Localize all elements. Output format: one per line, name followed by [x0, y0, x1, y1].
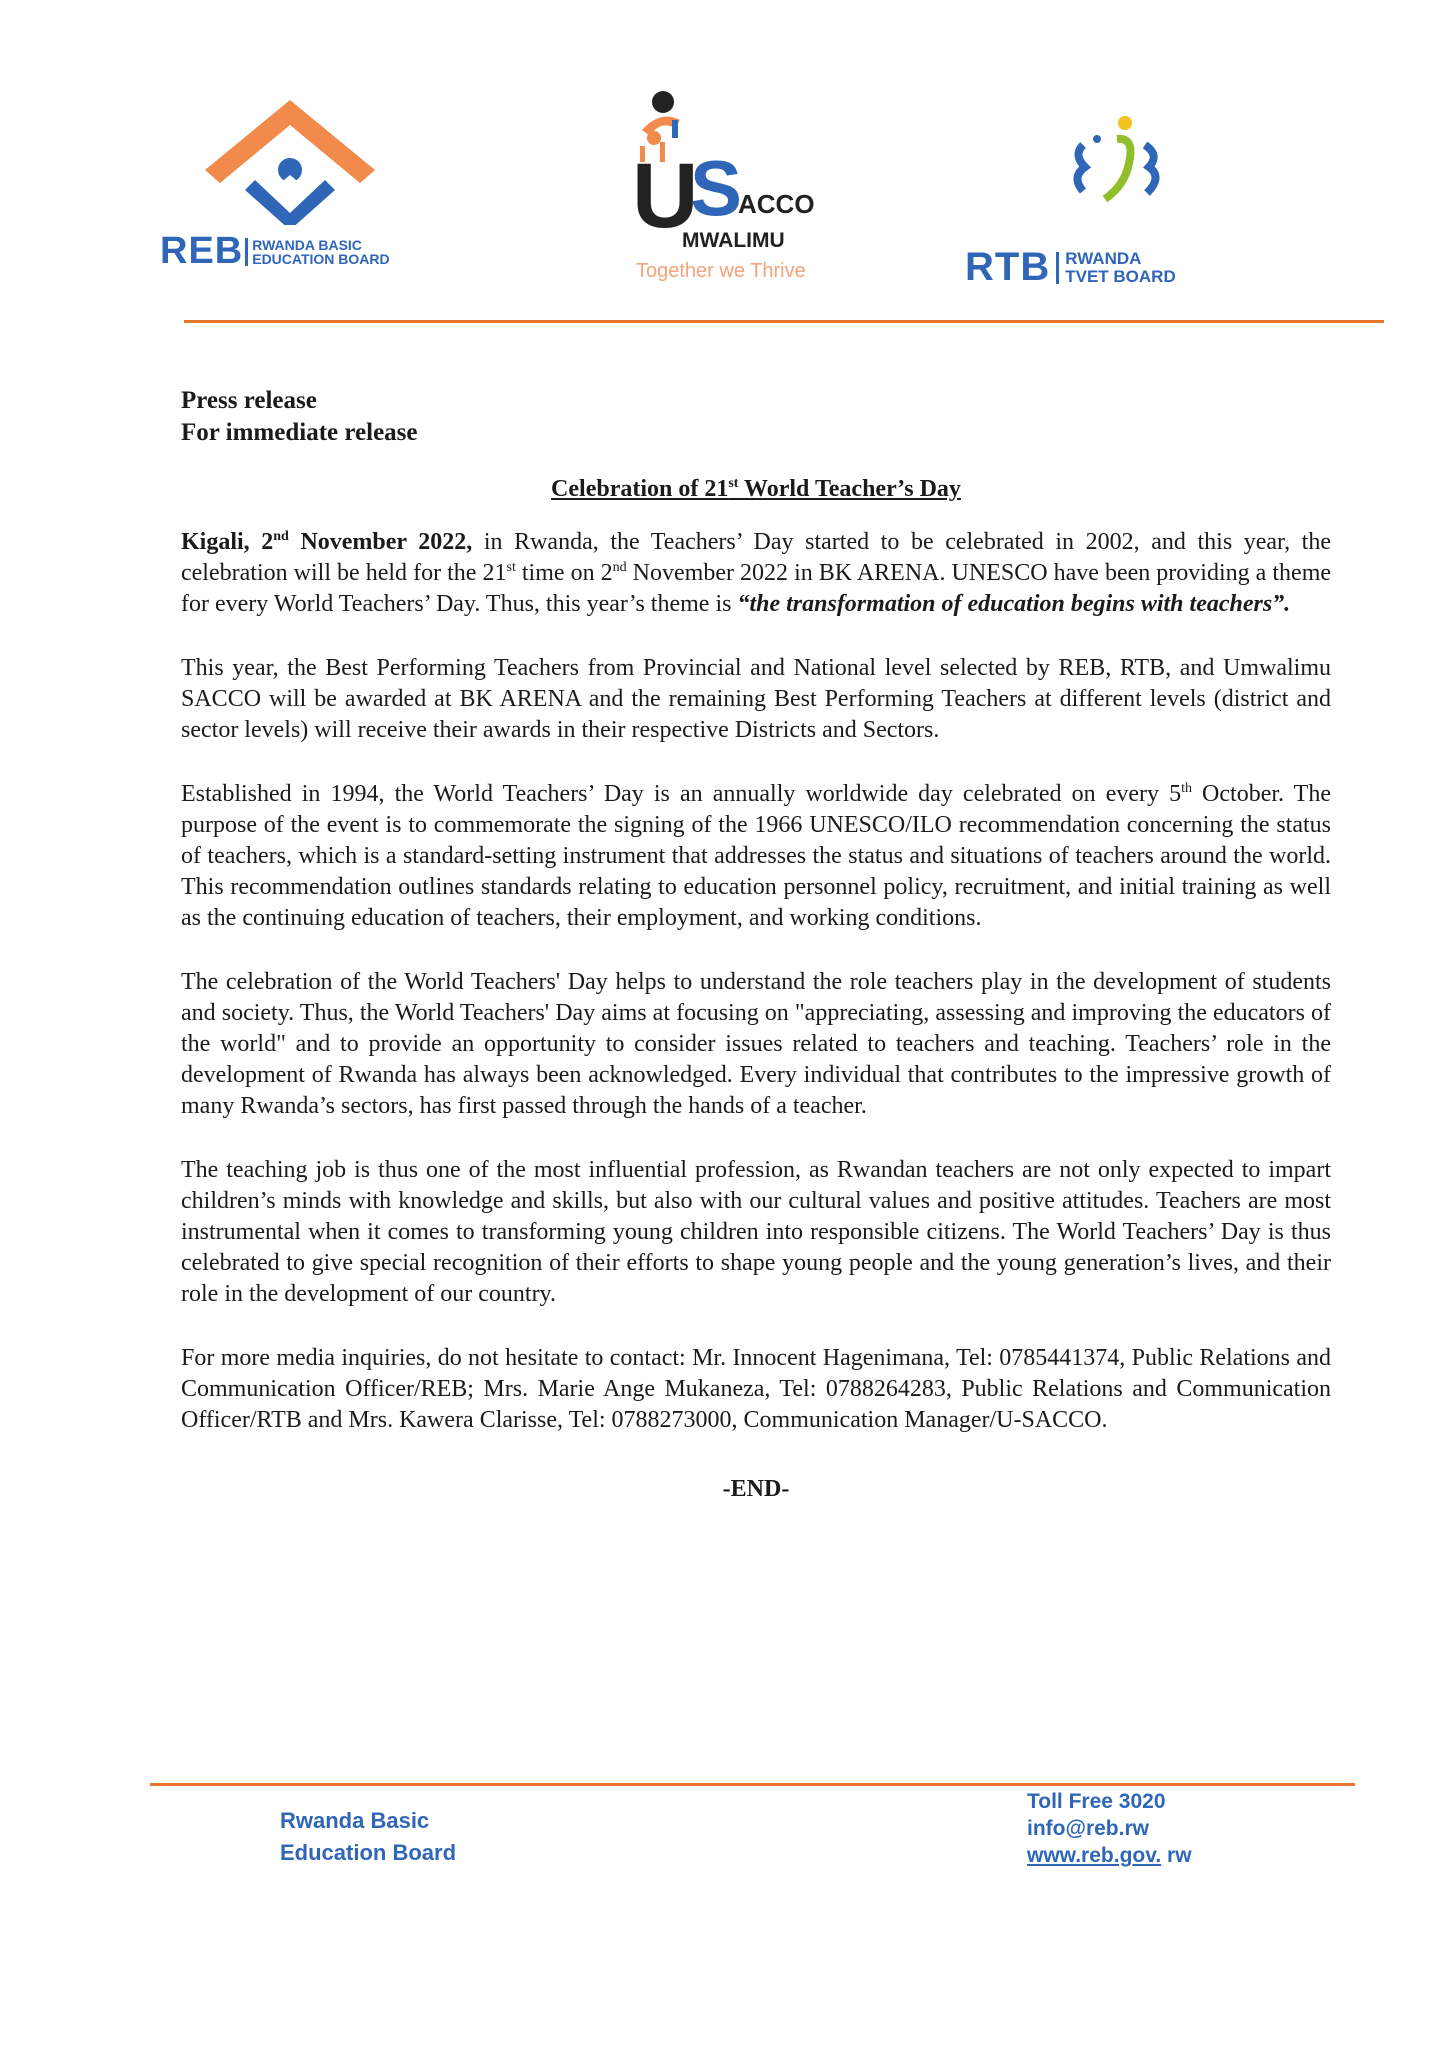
paragraph-media-contacts: For more media inquiries, do not hesitate to contact: Mr. Innocent Hagenimana, Tel: 0785441374, Public Relations and Communication Officer/REB; Mrs. Marie Ange Mukaneza, Tel: 0788264283, Public Relations and Communication Officer/RTB and Mrs. Kawera Clarisse, Tel: 0788273000, Communication Manager/U-SACCO.	[181, 1345, 1331, 1433]
website-suffix: rw	[1161, 1844, 1192, 1867]
paragraph-intro	[181, 527, 1331, 620]
usacco-tagline: Together we Thrive	[636, 260, 806, 282]
toll-free-number: Toll Free 3020	[1027, 1790, 1166, 1813]
rtb-acronym: RTB	[965, 245, 1051, 289]
footer-organization	[280, 1805, 456, 1869]
intro-sup-1: st	[506, 560, 516, 575]
press-release-label: Press release	[181, 387, 317, 414]
dateline-sup: nd	[273, 529, 289, 544]
theme-quote: “the transformation of education begins with teachers”.	[737, 591, 1291, 617]
paragraph-history	[181, 779, 1331, 934]
usacco-letter-u: U	[632, 145, 699, 247]
history-text-a: Established in 1994, the World Teachers’ Day is an annually worldwide day celebrated on every 5	[181, 781, 1182, 807]
intro-text-c: November 2022 in BK ARENA. UNESCO have been providing a theme for every World Teachers’ Day. Thus, this year’s theme is	[181, 560, 1332, 617]
usacco-acco: ACCO	[738, 189, 815, 219]
history-text-b: October. The purpose of the event is to commemorate the signing of the 1966 UNESCO/ILO recommendation concerning the status of teachers, which is a standard-setting instrument that addresses the status and situations of teachers around the world. This recommendation outlines standards relating to education personnel policy, recruitment, and initial training as well as the continuing education of teachers, their employment, and working conditions.	[181, 781, 1331, 931]
usacco-mwalimu: MWALIMU	[682, 229, 785, 252]
dateline-a: Kigali, 2	[181, 529, 274, 555]
paragraph-awards: This year, the Best Performing Teachers from Provincial and National level selected by REB, RTB, and Umwalimu SACCO will be awarded at BK ARENA and the remaining Best Performing Teachers at different levels (district and sector levels) will receive their awards in their respective Districts and Sectors.	[181, 655, 1331, 743]
intro-text-b: time on 2	[515, 560, 613, 586]
header-divider	[184, 320, 1384, 323]
reb-logo	[160, 95, 450, 275]
release-title	[181, 474, 1331, 505]
history-sup: th	[1181, 781, 1192, 796]
footer-email[interactable]: info@reb.rw	[1027, 1817, 1149, 1840]
reb-name-line1: RWANDA BASIC	[252, 236, 362, 253]
intro-text-a: in Rwanda, the Teachers’ Day started to be celebrated in 2002, and this year, the celebration will be held for the 21	[181, 529, 1331, 586]
dateline-b: November 2022,	[288, 529, 473, 555]
reb-divider	[245, 238, 248, 266]
paragraph-purpose: The celebration of the World Teachers' Day helps to understand the role teachers play in the development of students and society. Thus, the World Teachers' Day aims at focusing on "appreciating, assessing and improving the educators of the world" and to provide an opportunity to consider issues related to teachers and teaching. Teachers’ role in the development of Rwanda has always been acknowledged. Every individual that contributes to the impressive growth of many Rwanda’s sectors, has first passed through the hands of a teacher.	[181, 969, 1331, 1119]
title-sup: st	[728, 476, 739, 491]
rtb-name-line1: RWANDA	[1065, 248, 1142, 268]
footer-contacts	[1027, 1788, 1192, 1869]
reb-emblem-icon	[160, 95, 450, 225]
rtb-divider	[1056, 252, 1059, 284]
reb-acronym: REB	[160, 230, 244, 272]
immediate-release-label: For immediate release	[181, 419, 418, 446]
reb-full-name	[252, 238, 389, 266]
title-text-b: World Teacher’s Day	[738, 476, 961, 502]
rtb-gear-emblem-icon	[1025, 115, 1205, 235]
intro-sup-2: nd	[612, 560, 627, 575]
release-body	[181, 385, 1331, 1505]
website-link[interactable]: www.reb.gov.	[1027, 1844, 1162, 1867]
usacco-letter-s: S	[690, 144, 743, 232]
rtb-name-line2: TVET BOARD	[1065, 266, 1176, 286]
footer-org-line2: Education Board	[280, 1840, 457, 1865]
title-text-a: Celebration of 21	[551, 476, 729, 502]
footer-website[interactable]	[1027, 1842, 1192, 1869]
paragraph-teaching-job: The teaching job is thus one of the most influential profession, as Rwandan teachers are not only expected to impart children’s minds with knowledge and skills, but also with our cultural values and positive attitudes. Teachers are most instrumental when it comes to transforming young children into responsible citizens. The World Teachers’ Day is thus celebrated to give special recognition of their efforts to shape young people and the young generation’s lives, and their role in the development of our country.	[181, 1157, 1331, 1307]
rtb-logo	[965, 115, 1265, 295]
footer-divider	[150, 1783, 1355, 1786]
rtb-full-name	[1065, 250, 1176, 286]
usacco-logo	[620, 90, 850, 290]
reb-name-line2: EDUCATION BOARD	[252, 250, 390, 267]
footer-org-line1: Rwanda Basic	[280, 1808, 430, 1833]
end-marker: -END-	[722, 1476, 790, 1502]
